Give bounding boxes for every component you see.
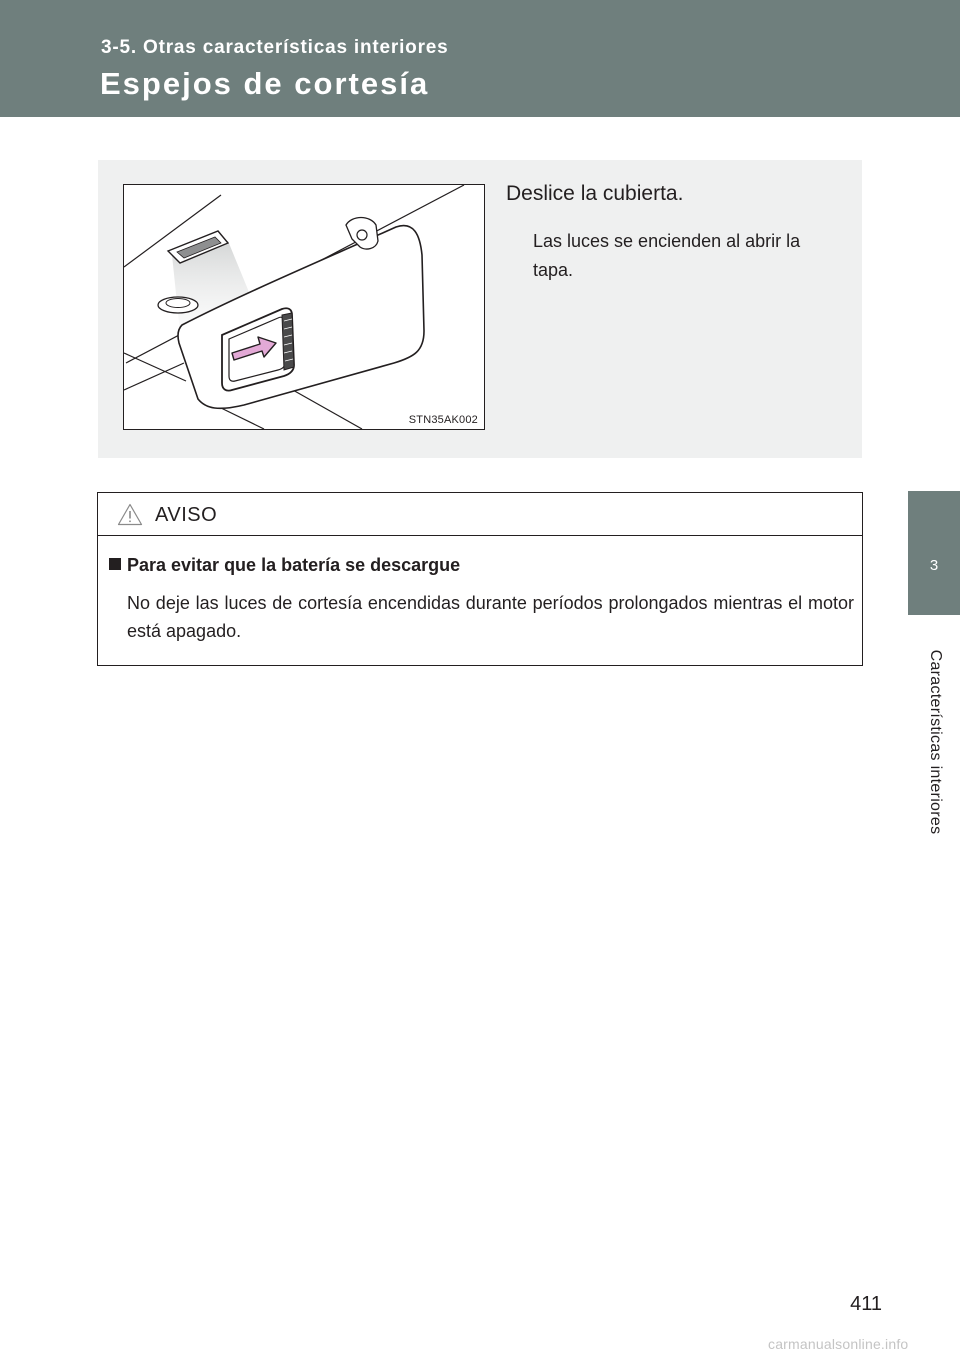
chapter-title-text: Características interiores bbox=[927, 649, 944, 835]
figure-code: STN35AK002 bbox=[408, 414, 478, 426]
page-title: Espejos de cortesía bbox=[100, 66, 430, 101]
chapter-tab[interactable] bbox=[908, 491, 960, 615]
bullet-square-icon bbox=[109, 558, 121, 570]
page-number: 411 bbox=[850, 1293, 882, 1315]
warning-item-title bbox=[109, 555, 460, 576]
step-instruction: Deslice la cubierta. bbox=[506, 182, 684, 205]
vanity-mirror-illustration bbox=[123, 184, 485, 430]
warning-triangle-icon bbox=[117, 503, 143, 526]
warning-item-title-text: Para evitar que la batería se descargue bbox=[127, 555, 461, 575]
watermark[interactable]: carmanualsonline.info bbox=[768, 1336, 909, 1352]
warning-box bbox=[97, 492, 863, 666]
warning-header bbox=[98, 493, 862, 536]
step-note: Las luces se encienden al abrir la tapa. bbox=[533, 231, 801, 280]
figure-panel bbox=[98, 160, 862, 458]
warning-label: AVISO bbox=[155, 504, 218, 526]
sun-visor-drawing bbox=[124, 185, 484, 429]
section-label: 3-5. Otras características interiores bbox=[101, 37, 449, 58]
header-bar bbox=[0, 0, 960, 117]
chapter-number: 3 bbox=[929, 557, 939, 574]
warning-body: No deje las luces de cortesía encendidas durante períodos prolongados mientras el motor está apagado. bbox=[127, 593, 854, 641]
